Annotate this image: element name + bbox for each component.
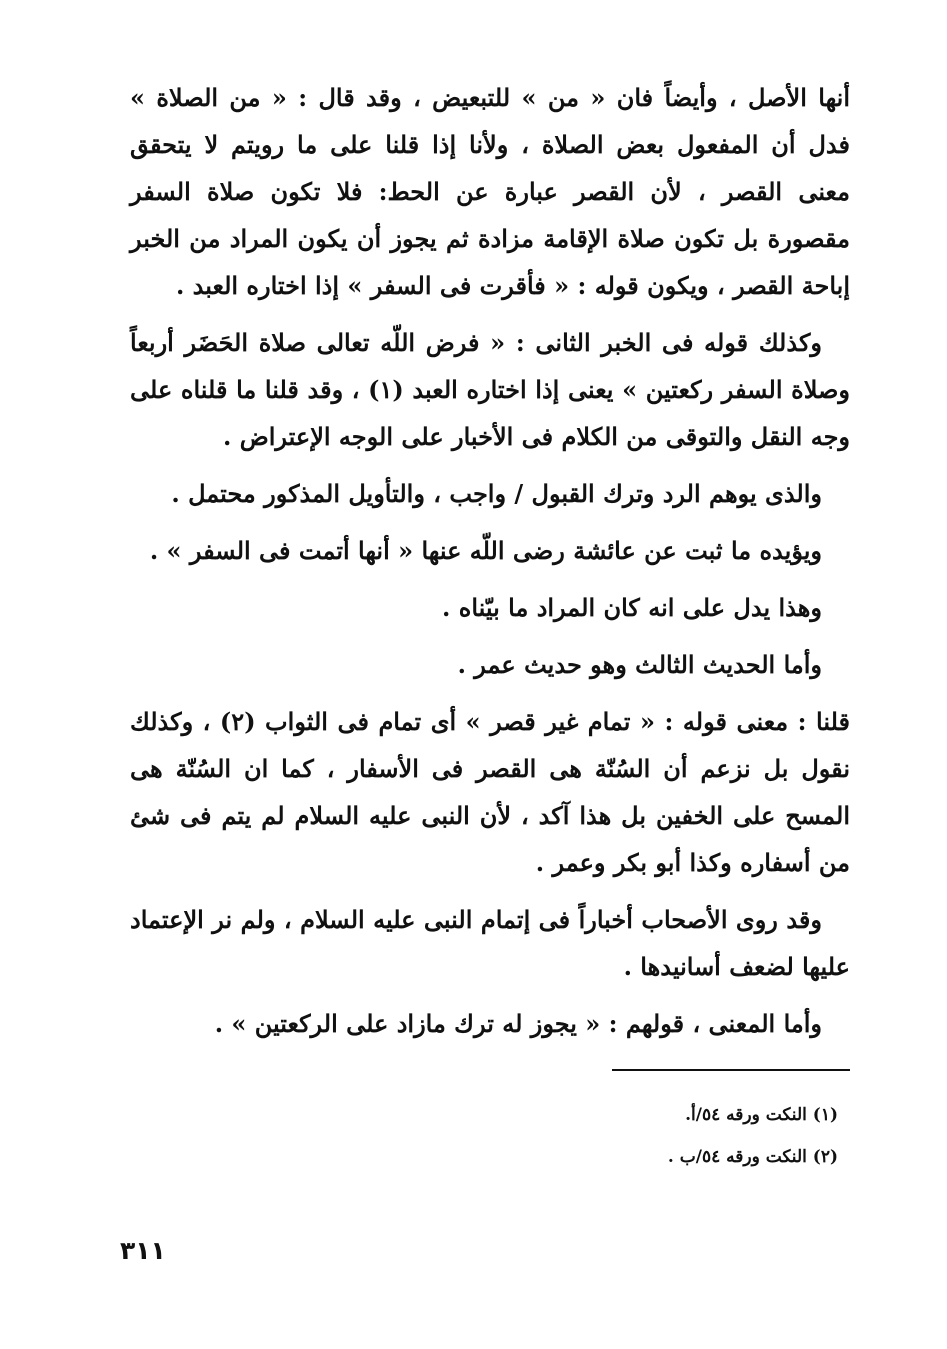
paragraph-7: قلنا : معنى قوله : « تمام غير قصر » أى تمام فى الثواب (٢) ، وكذلك نقول بل نزعم أن السُنّة هى القصر فى الأسفار ، كما ان السُنّة هى المسح على الخفين بل هذا آكد ، لأن النبى عليه السلام لم يتم فى شئ من أسفاره وكذا أبو بكر وعمر . — [130, 707, 850, 877]
footnote-divider — [612, 1069, 850, 1071]
footnote-2: (٢) النكت ورقه ٥٤/ب . — [667, 1147, 838, 1167]
paragraph-8: وقد روى الأصحاب أخباراً فى إتمام النبى عليه السلام ، ولم نر الإعتماد عليها لضعف أسانيدها . — [130, 905, 850, 981]
paragraph-2: وكذلك قوله فى الخبر الثانى : « فرض اللّه تعالى صلاة الحَضَر أربعاً وصلاة السفر ركعتين » يعنى إذا اختاره العبد (١) ، وقد قلنا ما قلناه على وجه النقل والتوقى من الكلام فى الأخبار على الوجه الإعتراض . — [130, 328, 850, 451]
paragraph-4: ويؤيده ما ثبت عن عائشة رضى اللّه عنها « أنها أتمت فى السفر » . — [149, 536, 822, 565]
body-text — [130, 74, 850, 1047]
paragraph-6: وأما الحديث الثالث وهو حديث عمر . — [457, 650, 822, 679]
paragraph-3: والذى يوهم الرد وترك القبول / واجب ، والتأويل المذكور محتمل . — [171, 479, 822, 508]
paragraph-1: أنها الأصل ، وأيضاً فان « من » للتبعيض ، وقد قال : « من الصلاة » فدل أن المفعول بعض الصلاة ، ولأنا إذا قلنا على ما رويتم لا يتحقق معنى القصر ، لأن القصر عبارة عن الحط: فلا تكون صلاة السفر مقصورة بل تكون صلاة الإقامة مزادة ثم يجوز أن يكون المراد من الخبر إباحة القصر ، ويكون قوله : « فأقرت فى السفر » إذا اختاره العبد . — [130, 83, 850, 300]
footnotes — [500, 1094, 838, 1178]
footnote-1: (١) النكت ورقه ٥٤/أ. — [685, 1105, 838, 1125]
page-number: ٣١١ — [120, 1236, 166, 1265]
paragraph-9: وأما المعنى ، قولهم : « يجوز له ترك مازاد على الركعتين » . — [214, 1009, 822, 1038]
paragraph-5: وهذا يدل على انه كان المراد ما بيّناه . — [442, 593, 822, 622]
